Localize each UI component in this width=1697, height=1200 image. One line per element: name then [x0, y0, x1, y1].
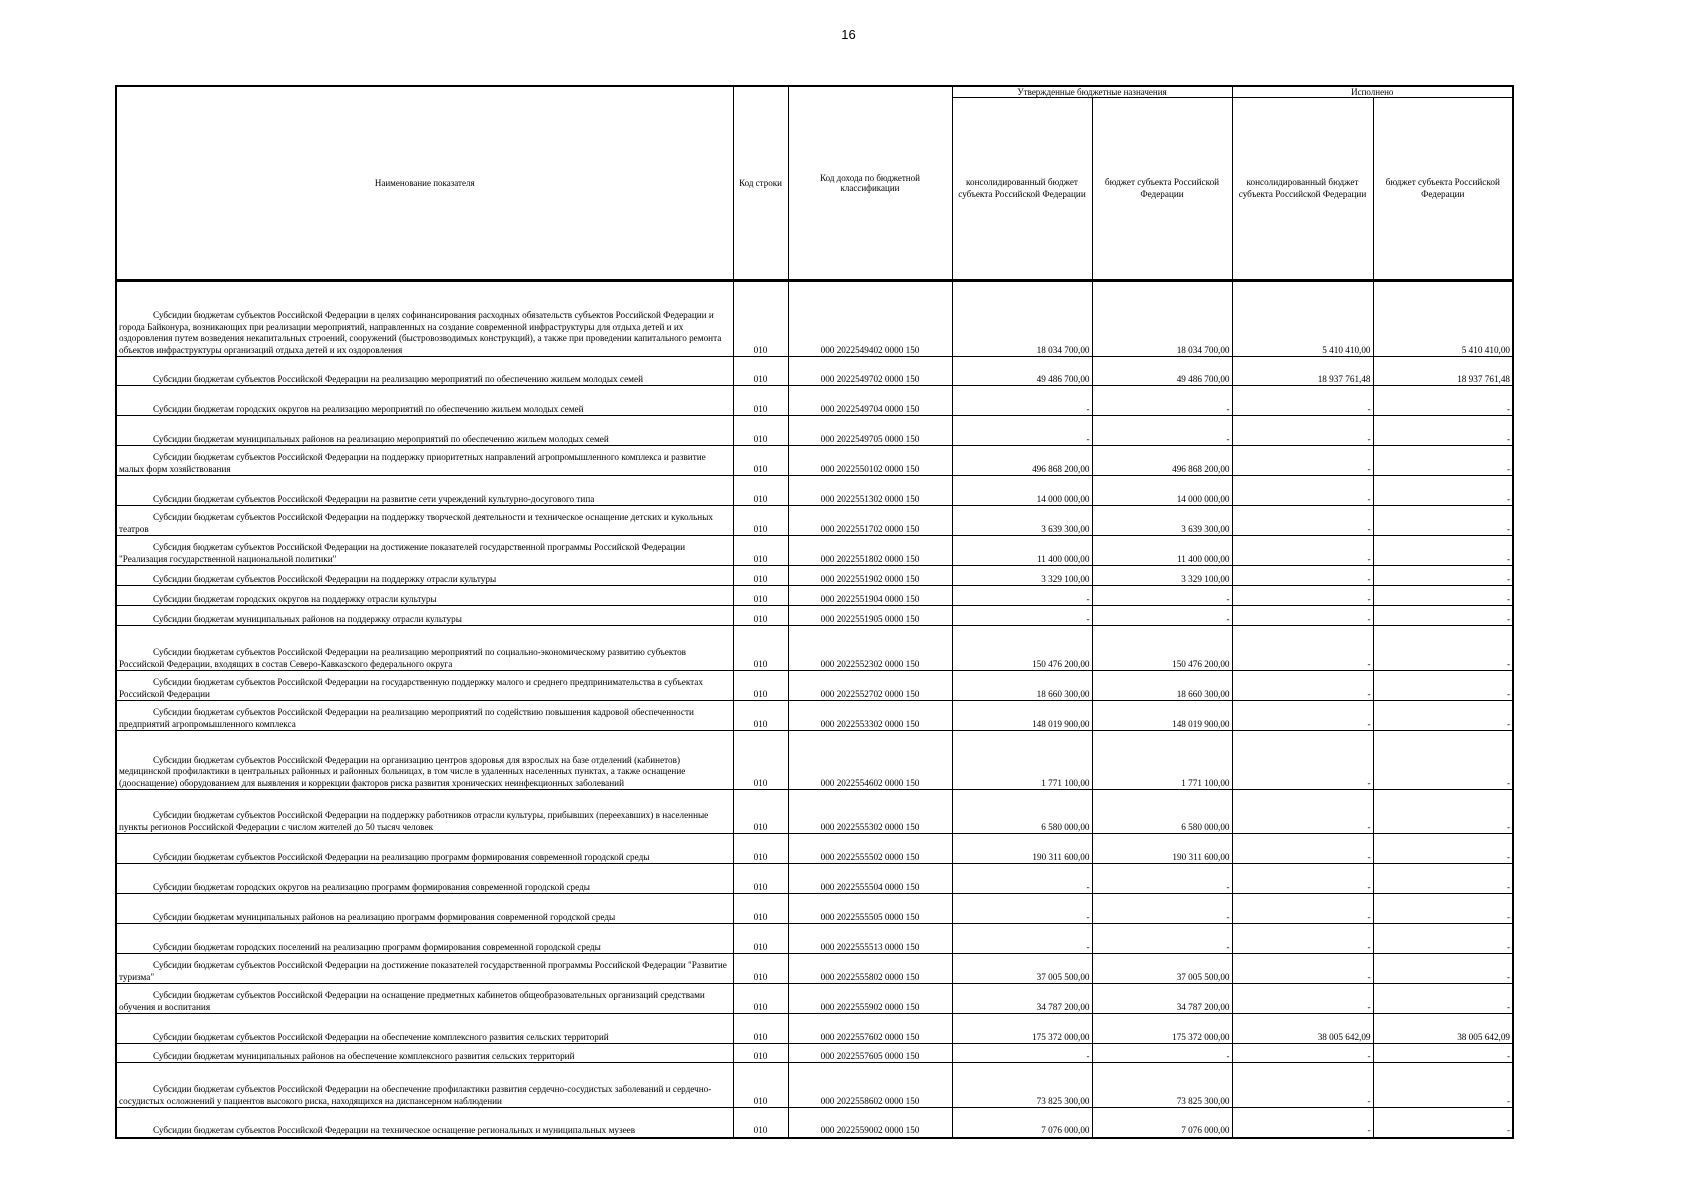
- row-income-code: 000 2022553302 0000 150: [788, 701, 952, 731]
- row-income-code: 000 2022552302 0000 150: [788, 626, 952, 671]
- row-executed-consolidated: -: [1232, 586, 1373, 606]
- row-income-code: 000 2022558602 0000 150: [788, 1063, 952, 1108]
- row-name: Субсидии бюджетам субъектов Российской Федерации на достижение показателей государственной программы Российской Федерации "Развитие туризма": [116, 954, 733, 984]
- row-name: Субсидии бюджетам субъектов Российской Федерации на обеспечение комплексного развития сельских территорий: [116, 1014, 733, 1044]
- row-income-code: 000 2022555513 0000 150: [788, 924, 952, 954]
- row-line-code: 010: [733, 1108, 788, 1138]
- row-approved-consolidated: 6 580 000,00: [952, 790, 1092, 834]
- row-line-code: 010: [733, 476, 788, 506]
- row-name: Субсидии бюджетам субъектов Российской Федерации на обеспечение профилактики развития сердечно-сосудистых заболеваний и сердечно-сосудистых осложнений у пациентов высокого риска, находящихся на диспансерном наблюдении: [116, 1063, 733, 1108]
- row-income-code: 000 2022551302 0000 150: [788, 476, 952, 506]
- row-approved-subject: -: [1092, 606, 1232, 626]
- row-line-code: 010: [733, 984, 788, 1014]
- row-name: Субсидии бюджетам городских округов на поддержку отрасли культуры: [116, 586, 733, 606]
- table-row: [116, 506, 1513, 536]
- table-row: [116, 701, 1513, 731]
- table-row: [116, 1044, 1513, 1063]
- page-number: 16: [841, 27, 856, 42]
- row-approved-subject: 34 787 200,00: [1092, 984, 1232, 1014]
- row-line-code: 010: [733, 626, 788, 671]
- row-name: Субсидии бюджетам субъектов Российской Федерации в целях софинансирования расходных обязательств субъектов Российской Федерации и города Байконура, возникающих при реализации мероприятий, направленных на создание современной инфраструктуры для отдыха детей и их оздоровления путем возведения некапитальных строений, сооружений (быстровозводимых конструкций), а также при проведении капитального ремонта объектов инфраструктуры организаций отдыха детей и их оздоровления: [116, 281, 733, 357]
- row-line-code: 010: [733, 506, 788, 536]
- row-executed-consolidated: -: [1232, 924, 1373, 954]
- row-income-code: 000 2022559002 0000 150: [788, 1108, 952, 1138]
- row-name: Субсидии бюджетам субъектов Российской Федерации на развитие сети учреждений культурно-досугового типа: [116, 476, 733, 506]
- row-executed-subject: -: [1373, 566, 1513, 586]
- row-executed-subject: -: [1373, 864, 1513, 894]
- table-row: [116, 476, 1513, 506]
- row-approved-subject: -: [1092, 894, 1232, 924]
- row-line-code: 010: [733, 281, 788, 357]
- table-row: [116, 446, 1513, 476]
- row-income-code: 000 2022555502 0000 150: [788, 834, 952, 864]
- row-line-code: 010: [733, 954, 788, 984]
- table-row: [116, 731, 1513, 790]
- row-executed-consolidated: -: [1232, 984, 1373, 1014]
- row-executed-subject: -: [1373, 606, 1513, 626]
- row-approved-consolidated: 496 868 200,00: [952, 446, 1092, 476]
- row-approved-subject: -: [1092, 416, 1232, 446]
- row-name: Субсидии бюджетам субъектов Российской Федерации на поддержку приоритетных направлений агропромышленного комплекса и развитие малых форм хозяйствования: [116, 446, 733, 476]
- row-income-code: 000 2022550102 0000 150: [788, 446, 952, 476]
- row-income-code: 000 2022554602 0000 150: [788, 731, 952, 790]
- row-approved-consolidated: 175 372 000,00: [952, 1014, 1092, 1044]
- row-executed-consolidated: -: [1232, 506, 1373, 536]
- row-line-code: 010: [733, 894, 788, 924]
- row-executed-consolidated: 18 937 761,48: [1232, 357, 1373, 386]
- row-income-code: 000 2022552702 0000 150: [788, 671, 952, 701]
- table-row: [116, 924, 1513, 954]
- row-name: Субсидия бюджетам субъектов Российской Федерации на достижение показателей государственной программы Российской Федерации "Реализация государственной национальной политики": [116, 536, 733, 566]
- table-row: [116, 790, 1513, 834]
- row-name: Субсидии бюджетам субъектов Российской Федерации на поддержку творческой деятельности и техническое оснащение детских и кукольных театров: [116, 506, 733, 536]
- row-name: Субсидии бюджетам муниципальных районов на реализацию программ формирования современной городской среды: [116, 894, 733, 924]
- row-line-code: 010: [733, 586, 788, 606]
- table-row: [116, 626, 1513, 671]
- row-income-code: 000 2022555302 0000 150: [788, 790, 952, 834]
- table-row: [116, 606, 1513, 626]
- row-approved-subject: 150 476 200,00: [1092, 626, 1232, 671]
- table-body: [116, 281, 1513, 1138]
- row-executed-consolidated: -: [1232, 894, 1373, 924]
- row-income-code: 000 2022549704 0000 150: [788, 386, 952, 416]
- row-approved-consolidated: -: [952, 386, 1092, 416]
- row-executed-subject: -: [1373, 626, 1513, 671]
- row-line-code: 010: [733, 566, 788, 586]
- table-row: [116, 984, 1513, 1014]
- table-row: [116, 671, 1513, 701]
- table-row: [116, 1108, 1513, 1138]
- row-name: Субсидии бюджетам городских округов на реализацию мероприятий по обеспечению жильем молодых семей: [116, 386, 733, 416]
- row-approved-subject: 175 372 000,00: [1092, 1014, 1232, 1044]
- table-row: [116, 566, 1513, 586]
- row-line-code: 010: [733, 790, 788, 834]
- row-executed-consolidated: -: [1232, 790, 1373, 834]
- row-approved-consolidated: 18 034 700,00: [952, 281, 1092, 357]
- row-executed-consolidated: -: [1232, 386, 1373, 416]
- row-executed-subject: -: [1373, 416, 1513, 446]
- row-executed-subject: -: [1373, 924, 1513, 954]
- row-executed-subject: -: [1373, 1063, 1513, 1108]
- row-executed-consolidated: -: [1232, 1044, 1373, 1063]
- table-row: [116, 1063, 1513, 1108]
- row-name: Субсидии бюджетам субъектов Российской Федерации на поддержку отрасли культуры: [116, 566, 733, 586]
- row-line-code: 010: [733, 1044, 788, 1063]
- table-row: [116, 386, 1513, 416]
- row-executed-consolidated: -: [1232, 606, 1373, 626]
- row-executed-consolidated: -: [1232, 536, 1373, 566]
- row-approved-consolidated: -: [952, 586, 1092, 606]
- row-income-code: 000 2022551904 0000 150: [788, 586, 952, 606]
- row-executed-consolidated: -: [1232, 446, 1373, 476]
- row-executed-subject: -: [1373, 536, 1513, 566]
- row-approved-subject: 37 005 500,00: [1092, 954, 1232, 984]
- row-name: Субсидии бюджетам субъектов Российской Федерации на организацию центров здоровья для взрослых на базе отделений (кабинетов) медицинской профилактики в центральных районных и районных больницах, в том числе в удаленных населенных пунктах, а также оснащение (дооснащение) оборудованием для выявления и коррекции факторов риска развития хронических неинфекционных заболеваний: [116, 731, 733, 790]
- row-executed-consolidated: -: [1232, 476, 1373, 506]
- header-name: Наименование показателя: [116, 86, 733, 281]
- row-income-code: 000 2022557605 0000 150: [788, 1044, 952, 1063]
- row-approved-consolidated: 49 486 700,00: [952, 357, 1092, 386]
- row-approved-subject: 3 639 300,00: [1092, 506, 1232, 536]
- row-line-code: 010: [733, 1063, 788, 1108]
- table-row: [116, 954, 1513, 984]
- row-line-code: 010: [733, 701, 788, 731]
- row-line-code: 010: [733, 446, 788, 476]
- row-approved-subject: -: [1092, 1044, 1232, 1063]
- row-executed-subject: -: [1373, 954, 1513, 984]
- row-approved-subject: 49 486 700,00: [1092, 357, 1232, 386]
- row-line-code: 010: [733, 416, 788, 446]
- row-approved-subject: 1 771 100,00: [1092, 731, 1232, 790]
- row-name: Субсидии бюджетам муниципальных районов на поддержку отрасли культуры: [116, 606, 733, 626]
- row-line-code: 010: [733, 536, 788, 566]
- table-header: [116, 86, 1513, 281]
- header-executed-subject: бюджет субъекта Российской Федерации: [1373, 98, 1513, 281]
- row-executed-consolidated: -: [1232, 671, 1373, 701]
- row-approved-subject: -: [1092, 864, 1232, 894]
- header-approved: Утвержденные бюджетные назначения: [952, 86, 1232, 98]
- row-approved-subject: 6 580 000,00: [1092, 790, 1232, 834]
- row-approved-subject: -: [1092, 586, 1232, 606]
- row-approved-consolidated: -: [952, 606, 1092, 626]
- table-row: [116, 1014, 1513, 1044]
- row-name: Субсидии бюджетам городских поселений на реализацию программ формирования современной городской среды: [116, 924, 733, 954]
- row-executed-consolidated: -: [1232, 834, 1373, 864]
- row-approved-subject: 496 868 200,00: [1092, 446, 1232, 476]
- row-approved-consolidated: 3 639 300,00: [952, 506, 1092, 536]
- row-name: Субсидии бюджетам муниципальных районов на реализацию мероприятий по обеспечению жильем молодых семей: [116, 416, 733, 446]
- row-executed-consolidated: -: [1232, 1108, 1373, 1138]
- row-approved-subject: 7 076 000,00: [1092, 1108, 1232, 1138]
- row-line-code: 010: [733, 834, 788, 864]
- row-approved-consolidated: -: [952, 924, 1092, 954]
- row-line-code: 010: [733, 1014, 788, 1044]
- row-approved-consolidated: -: [952, 1044, 1092, 1063]
- row-executed-subject: 5 410 410,00: [1373, 281, 1513, 357]
- row-executed-consolidated: -: [1232, 566, 1373, 586]
- row-line-code: 010: [733, 386, 788, 416]
- row-name: Субсидии бюджетам субъектов Российской Федерации на оснащение предметных кабинетов общеобразовательных организаций средствами обучения и воспитания: [116, 984, 733, 1014]
- row-executed-consolidated: -: [1232, 701, 1373, 731]
- header-approved-subject: бюджет субъекта Российской Федерации: [1092, 98, 1232, 281]
- row-name: Субсидии бюджетам субъектов Российской Федерации на реализацию мероприятий по содействию повышения кадровой обеспеченности предприятий агропромышленного комплекса: [116, 701, 733, 731]
- row-approved-consolidated: 1 771 100,00: [952, 731, 1092, 790]
- row-approved-consolidated: 18 660 300,00: [952, 671, 1092, 701]
- header-row-code: Код строки: [733, 86, 788, 281]
- row-executed-consolidated: 5 410 410,00: [1232, 281, 1373, 357]
- header-executed-consolidated: консолидированный бюджет субъекта Российской Федерации: [1232, 98, 1373, 281]
- row-executed-subject: -: [1373, 386, 1513, 416]
- row-approved-consolidated: 34 787 200,00: [952, 984, 1092, 1014]
- row-approved-consolidated: -: [952, 864, 1092, 894]
- row-executed-subject: -: [1373, 446, 1513, 476]
- row-approved-consolidated: 14 000 000,00: [952, 476, 1092, 506]
- row-executed-subject: -: [1373, 1044, 1513, 1063]
- row-approved-consolidated: 148 019 900,00: [952, 701, 1092, 731]
- row-executed-subject: 18 937 761,48: [1373, 357, 1513, 386]
- row-executed-subject: -: [1373, 701, 1513, 731]
- row-income-code: 000 2022551905 0000 150: [788, 606, 952, 626]
- row-name: Субсидии бюджетам муниципальных районов на обеспечение комплексного развития сельских территорий: [116, 1044, 733, 1063]
- row-name: Субсидии бюджетам субъектов Российской Федерации на реализацию мероприятий по социально-экономическому развитию субъектов Российской Федерации, входящих в состав Северо-Кавказского федерального округа: [116, 626, 733, 671]
- row-executed-consolidated: -: [1232, 416, 1373, 446]
- row-income-code: 000 2022557602 0000 150: [788, 1014, 952, 1044]
- row-income-code: 000 2022555505 0000 150: [788, 894, 952, 924]
- row-executed-subject: -: [1373, 476, 1513, 506]
- row-executed-subject: -: [1373, 506, 1513, 536]
- row-executed-subject: -: [1373, 894, 1513, 924]
- header-approved-consolidated: консолидированный бюджет субъекта Российской Федерации: [952, 98, 1092, 281]
- budget-report-table: [115, 85, 1514, 1139]
- row-income-code: 000 2022549705 0000 150: [788, 416, 952, 446]
- table-row: [116, 536, 1513, 566]
- header-income-code: Код дохода по бюджетной классификации: [788, 86, 952, 281]
- row-approved-consolidated: 73 825 300,00: [952, 1063, 1092, 1108]
- row-approved-consolidated: 37 005 500,00: [952, 954, 1092, 984]
- row-income-code: 000 2022551902 0000 150: [788, 566, 952, 586]
- row-approved-consolidated: 3 329 100,00: [952, 566, 1092, 586]
- row-name: Субсидии бюджетам субъектов Российской Федерации на государственную поддержку малого и среднего предпринимательства в субъектах Российской Федерации: [116, 671, 733, 701]
- row-executed-subject: -: [1373, 790, 1513, 834]
- table-row: [116, 864, 1513, 894]
- table-row: [116, 586, 1513, 606]
- row-name: Субсидии бюджетам субъектов Российской Федерации на поддержку работников отрасли культуры, прибывших (переехавших) в населенные пункты регионов Российской Федерации с числом жителей до 50 тысяч человек: [116, 790, 733, 834]
- row-executed-consolidated: -: [1232, 626, 1373, 671]
- row-approved-subject: 18 034 700,00: [1092, 281, 1232, 357]
- row-income-code: 000 2022555504 0000 150: [788, 864, 952, 894]
- row-executed-subject: -: [1373, 586, 1513, 606]
- table-row: [116, 894, 1513, 924]
- row-name: Субсидии бюджетам субъектов Российской Федерации на реализацию мероприятий по обеспечению жильем молодых семей: [116, 357, 733, 386]
- row-line-code: 010: [733, 357, 788, 386]
- table-row: [116, 357, 1513, 386]
- row-income-code: 000 2022555802 0000 150: [788, 954, 952, 984]
- row-executed-consolidated: -: [1232, 954, 1373, 984]
- row-approved-consolidated: 190 311 600,00: [952, 834, 1092, 864]
- row-executed-subject: -: [1373, 1108, 1513, 1138]
- row-executed-subject: -: [1373, 671, 1513, 701]
- row-approved-subject: 14 000 000,00: [1092, 476, 1232, 506]
- row-line-code: 010: [733, 924, 788, 954]
- row-line-code: 010: [733, 864, 788, 894]
- table-row: [116, 416, 1513, 446]
- row-executed-subject: -: [1373, 731, 1513, 790]
- header-executed: Исполнено: [1232, 86, 1513, 98]
- row-approved-subject: 18 660 300,00: [1092, 671, 1232, 701]
- row-income-code: 000 2022551702 0000 150: [788, 506, 952, 536]
- row-income-code: 000 2022551802 0000 150: [788, 536, 952, 566]
- row-executed-consolidated: -: [1232, 731, 1373, 790]
- table-row: [116, 834, 1513, 864]
- row-approved-subject: 11 400 000,00: [1092, 536, 1232, 566]
- row-income-code: 000 2022549702 0000 150: [788, 357, 952, 386]
- row-income-code: 000 2022549402 0000 150: [788, 281, 952, 357]
- row-approved-subject: -: [1092, 924, 1232, 954]
- row-approved-subject: 3 329 100,00: [1092, 566, 1232, 586]
- row-approved-subject: 148 019 900,00: [1092, 701, 1232, 731]
- row-approved-consolidated: -: [952, 416, 1092, 446]
- row-name: Субсидии бюджетам субъектов Российской Федерации на техническое оснащение региональных и муниципальных музеев: [116, 1108, 733, 1138]
- row-executed-consolidated: 38 005 642,09: [1232, 1014, 1373, 1044]
- row-executed-consolidated: -: [1232, 1063, 1373, 1108]
- row-executed-consolidated: -: [1232, 864, 1373, 894]
- row-approved-consolidated: 11 400 000,00: [952, 536, 1092, 566]
- row-executed-subject: 38 005 642,09: [1373, 1014, 1513, 1044]
- row-line-code: 010: [733, 731, 788, 790]
- row-executed-subject: -: [1373, 834, 1513, 864]
- row-approved-subject: 73 825 300,00: [1092, 1063, 1232, 1108]
- row-name: Субсидии бюджетам субъектов Российской Федерации на реализацию программ формирования современной городской среды: [116, 834, 733, 864]
- row-name: Субсидии бюджетам городских округов на реализацию программ формирования современной городской среды: [116, 864, 733, 894]
- row-executed-subject: -: [1373, 984, 1513, 1014]
- row-approved-consolidated: 7 076 000,00: [952, 1108, 1092, 1138]
- row-approved-consolidated: 150 476 200,00: [952, 626, 1092, 671]
- row-line-code: 010: [733, 671, 788, 701]
- row-line-code: 010: [733, 606, 788, 626]
- row-approved-consolidated: -: [952, 894, 1092, 924]
- row-approved-subject: 190 311 600,00: [1092, 834, 1232, 864]
- row-approved-subject: -: [1092, 386, 1232, 416]
- row-income-code: 000 2022555902 0000 150: [788, 984, 952, 1014]
- table-row: [116, 281, 1513, 357]
